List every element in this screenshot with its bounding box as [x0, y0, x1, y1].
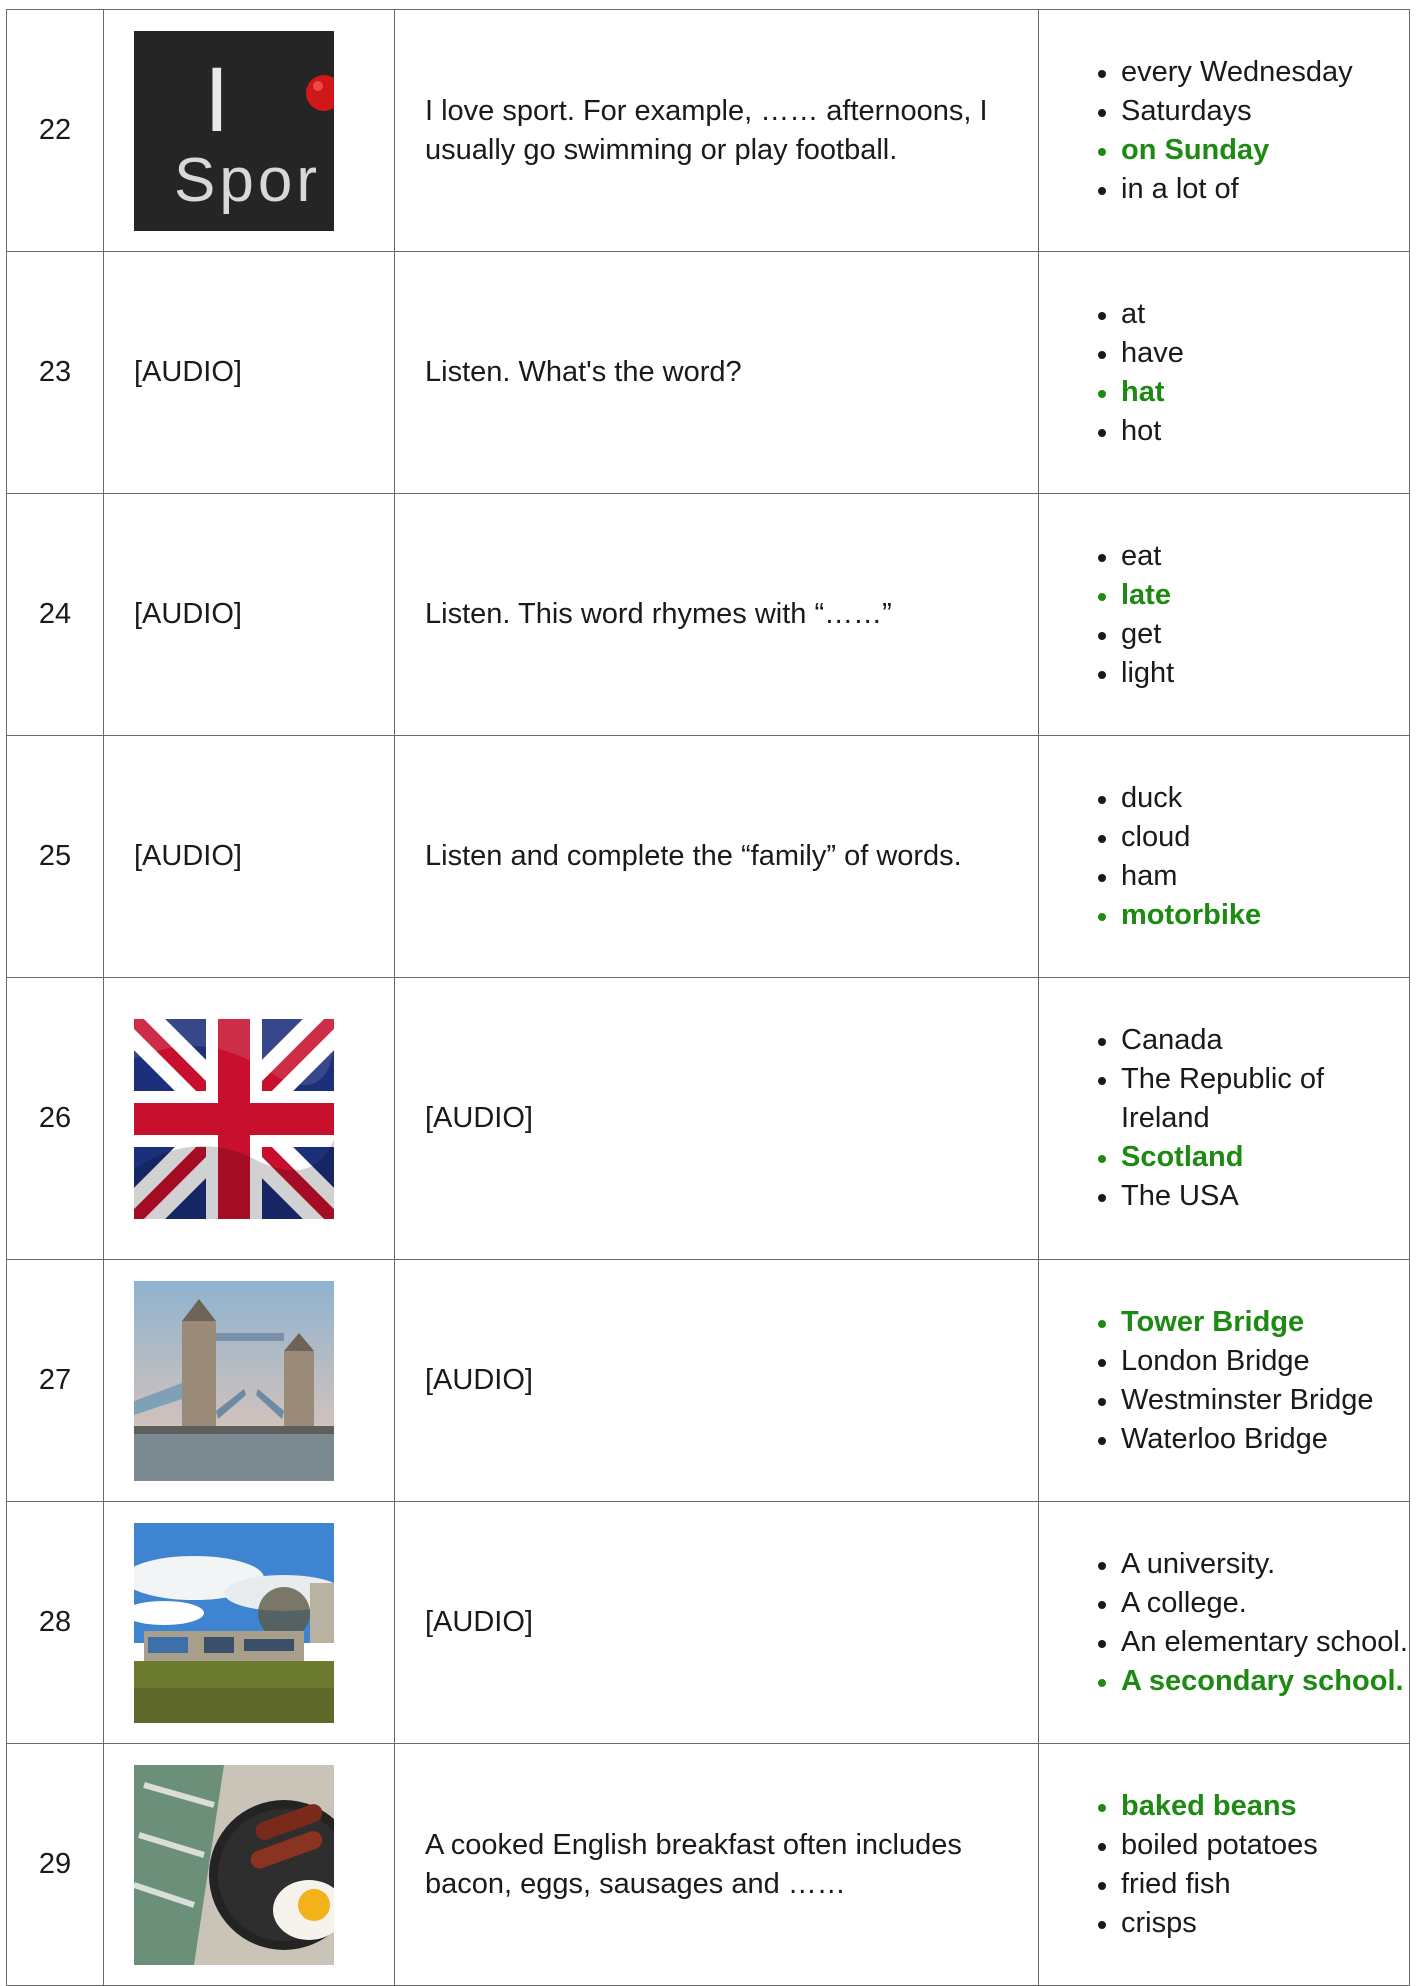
answer-options [1039, 978, 1410, 1260]
answer-option: The USA [1121, 1177, 1409, 1216]
answer-option: London Bridge [1121, 1342, 1409, 1381]
correct-answer-option: A secondary school. [1121, 1662, 1409, 1701]
question-text: Listen and complete the “family” of words. [395, 736, 1039, 978]
answer-option: Canada [1121, 1021, 1409, 1060]
answer-options [1039, 736, 1410, 978]
media-cell [104, 10, 395, 252]
answer-option: An elementary school. [1121, 1623, 1409, 1662]
answer-option: in a lot of [1121, 170, 1409, 209]
question-number: 28 [7, 1502, 104, 1744]
quiz-table [6, 9, 1410, 1986]
correct-answer-option: hat [1121, 373, 1409, 412]
question-number: 29 [7, 1744, 104, 1986]
answer-option: have [1121, 334, 1409, 373]
table-row [7, 978, 1410, 1260]
answer-option: ham [1121, 857, 1409, 896]
answer-option: eat [1121, 537, 1409, 576]
answer-options [1039, 1744, 1410, 1986]
question-text: Listen. This word rhymes with “……” [395, 494, 1039, 736]
answer-option: crisps [1121, 1904, 1409, 1943]
media-cell [104, 1502, 395, 1744]
answer-options [1039, 10, 1410, 252]
audio-label: [AUDIO] [395, 1260, 1039, 1502]
answer-options [1039, 494, 1410, 736]
correct-answer-option: Scotland [1121, 1138, 1409, 1177]
question-text: A cooked English breakfast often includes bacon, eggs, sausages and …… [395, 1744, 1039, 1986]
answer-option: Waterloo Bridge [1121, 1420, 1409, 1459]
media-cell [104, 1744, 395, 1986]
media-cell [104, 1260, 395, 1502]
table-row [7, 252, 1410, 494]
answer-option: A university. [1121, 1545, 1409, 1584]
audio-label: [AUDIO] [104, 736, 395, 978]
question-number: 27 [7, 1260, 104, 1502]
question-number: 22 [7, 10, 104, 252]
audio-label: [AUDIO] [104, 494, 395, 736]
question-number: 24 [7, 494, 104, 736]
correct-answer-option: Tower Bridge [1121, 1303, 1409, 1342]
question-number: 26 [7, 978, 104, 1260]
answer-option: cloud [1121, 818, 1409, 857]
audio-label: [AUDIO] [104, 252, 395, 494]
table-row [7, 494, 1410, 736]
svg-text:Spor: Spor [174, 145, 321, 215]
question-number: 25 [7, 736, 104, 978]
media-cell [104, 978, 395, 1260]
table-row [7, 736, 1410, 978]
answer-option: The Republic of Ireland [1121, 1060, 1351, 1138]
question-text: Listen. What's the word? [395, 252, 1039, 494]
question-number: 23 [7, 252, 104, 494]
audio-label: [AUDIO] [395, 1502, 1039, 1744]
answer-option: at [1121, 295, 1409, 334]
table-row [7, 1502, 1410, 1744]
table-row [7, 10, 1410, 252]
correct-answer-option: late [1121, 576, 1409, 615]
answer-option: get [1121, 615, 1409, 654]
table-row [7, 1744, 1410, 1986]
answer-option: A college. [1121, 1584, 1409, 1623]
union-jack-flag-image [134, 1019, 334, 1219]
answer-option: Saturdays [1121, 92, 1409, 131]
answer-options [1039, 252, 1410, 494]
correct-answer-option: motorbike [1121, 896, 1409, 935]
answer-option: duck [1121, 779, 1409, 818]
audio-label: [AUDIO] [395, 978, 1039, 1260]
answer-options [1039, 1260, 1410, 1502]
answer-option: every Wednesday [1121, 53, 1409, 92]
english-breakfast-pan-photo [134, 1765, 334, 1965]
answer-option: Westminster Bridge [1121, 1381, 1409, 1420]
school-building-photo [134, 1523, 334, 1723]
chalkboard-i-love-sport-image [134, 31, 334, 231]
answer-option: light [1121, 654, 1409, 693]
table-row [7, 1260, 1410, 1502]
correct-answer-option: baked beans [1121, 1787, 1409, 1826]
answer-option: boiled potatoes [1121, 1826, 1409, 1865]
question-text: I love sport. For example, …… afternoons, I usually go swimming or play football. [395, 10, 1039, 252]
svg-text:I: I [204, 48, 230, 151]
tower-bridge-photo [134, 1281, 334, 1481]
answer-option: hot [1121, 412, 1409, 451]
answer-options [1039, 1502, 1410, 1744]
answer-option: fried fish [1121, 1865, 1409, 1904]
correct-answer-option: on Sunday [1121, 131, 1409, 170]
